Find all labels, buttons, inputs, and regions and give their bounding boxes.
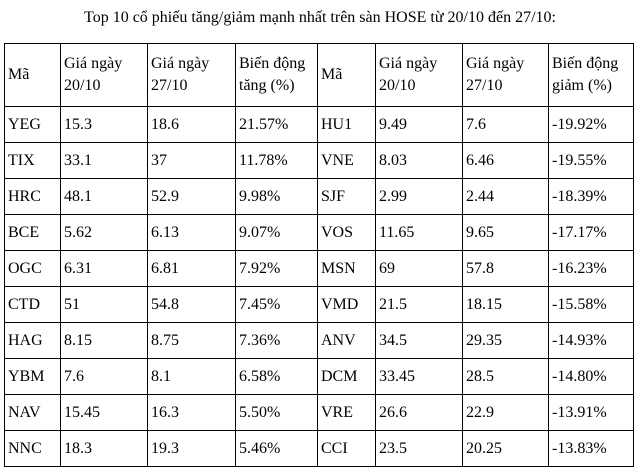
loser-price-20-10-cell: 9.49 xyxy=(376,107,463,143)
gainer-change-cell: 11.78% xyxy=(236,143,318,179)
table-row xyxy=(5,143,634,179)
gainer-code-cell: HAG xyxy=(5,323,61,359)
table-row xyxy=(5,179,634,215)
loser-code-cell: VNE xyxy=(318,143,376,179)
loser-code-cell: MSN xyxy=(318,251,376,287)
gainer-price-20-10-cell: 33.1 xyxy=(61,143,148,179)
gainer-price-27-10-cell: 18.6 xyxy=(148,107,236,143)
loser-code-cell: DCM xyxy=(318,359,376,395)
loser-change-cell: -17.17% xyxy=(549,215,634,251)
table-row xyxy=(5,215,634,251)
loser-code-cell: VRE xyxy=(318,395,376,431)
loser-price-20-10-cell: 69 xyxy=(376,251,463,287)
loser-price-27-10-cell: 2.44 xyxy=(463,179,549,215)
loser-code-cell: SJF xyxy=(318,179,376,215)
gainer-price-27-10-cell: 8.75 xyxy=(148,323,236,359)
gainer-price-20-10-cell: 7.6 xyxy=(61,359,148,395)
loser-price-20-10-cell: 33.45 xyxy=(376,359,463,395)
gainer-price-20-10-cell: 8.15 xyxy=(61,323,148,359)
loser-price-20-10-cell: 23.5 xyxy=(376,431,463,467)
gainer-price-20-10-cell: 15.45 xyxy=(61,395,148,431)
loser-code-cell: CCI xyxy=(318,431,376,467)
gainer-change-cell: 7.36% xyxy=(236,323,318,359)
header-loser-change: Biến động giảm (%) xyxy=(549,44,634,107)
header-loser-price-27-10: Giá ngày 27/10 xyxy=(463,44,549,107)
table-row xyxy=(5,431,634,467)
gainer-price-27-10-cell: 8.1 xyxy=(148,359,236,395)
gainer-change-cell: 21.57% xyxy=(236,107,318,143)
header-gainer-price-20-10: Giá ngày 20/10 xyxy=(61,44,148,107)
gainer-code-cell: BCE xyxy=(5,215,61,251)
table-row xyxy=(5,359,634,395)
loser-price-27-10-cell: 20.25 xyxy=(463,431,549,467)
loser-code-cell: ANV xyxy=(318,323,376,359)
header-row xyxy=(5,44,634,107)
gainer-price-27-10-cell: 19.3 xyxy=(148,431,236,467)
loser-price-27-10-cell: 9.65 xyxy=(463,215,549,251)
loser-price-27-10-cell: 6.46 xyxy=(463,143,549,179)
loser-change-cell: -18.39% xyxy=(549,179,634,215)
gainer-change-cell: 7.45% xyxy=(236,287,318,323)
gainer-price-27-10-cell: 37 xyxy=(148,143,236,179)
loser-change-cell: -13.91% xyxy=(549,395,634,431)
gainer-code-cell: YEG xyxy=(5,107,61,143)
gainer-price-27-10-cell: 16.3 xyxy=(148,395,236,431)
loser-price-27-10-cell: 7.6 xyxy=(463,107,549,143)
header-loser-code: Mã xyxy=(318,44,376,107)
gainer-code-cell: YBM xyxy=(5,359,61,395)
gainer-code-cell: NAV xyxy=(5,395,61,431)
gainer-price-20-10-cell: 5.62 xyxy=(61,215,148,251)
table-row xyxy=(5,323,634,359)
gainer-price-20-10-cell: 51 xyxy=(61,287,148,323)
loser-change-cell: -16.23% xyxy=(549,251,634,287)
loser-price-20-10-cell: 2.99 xyxy=(376,179,463,215)
stock-table xyxy=(4,43,634,467)
loser-code-cell: VOS xyxy=(318,215,376,251)
gainer-price-27-10-cell: 6.13 xyxy=(148,215,236,251)
gainer-price-27-10-cell: 54.8 xyxy=(148,287,236,323)
gainer-change-cell: 9.07% xyxy=(236,215,318,251)
gainer-price-27-10-cell: 6.81 xyxy=(148,251,236,287)
loser-price-27-10-cell: 22.9 xyxy=(463,395,549,431)
loser-price-27-10-cell: 28.5 xyxy=(463,359,549,395)
gainer-code-cell: TIX xyxy=(5,143,61,179)
loser-change-cell: -14.93% xyxy=(549,323,634,359)
gainer-change-cell: 6.58% xyxy=(236,359,318,395)
loser-change-cell: -19.55% xyxy=(549,143,634,179)
loser-change-cell: -14.80% xyxy=(549,359,634,395)
loser-price-27-10-cell: 29.35 xyxy=(463,323,549,359)
gainer-code-cell: HRC xyxy=(5,179,61,215)
loser-price-20-10-cell: 11.65 xyxy=(376,215,463,251)
table-row xyxy=(5,395,634,431)
gainer-code-cell: OGC xyxy=(5,251,61,287)
loser-price-27-10-cell: 18.15 xyxy=(463,287,549,323)
loser-code-cell: VMD xyxy=(318,287,376,323)
loser-price-20-10-cell: 26.6 xyxy=(376,395,463,431)
gainer-change-cell: 9.98% xyxy=(236,179,318,215)
gainer-change-cell: 5.50% xyxy=(236,395,318,431)
header-gainer-change: Biến động tăng (%) xyxy=(236,44,318,107)
table-title: Top 10 cổ phiếu tăng/giảm mạnh nhất trên sàn HOSE từ 20/10 đến 27/10: xyxy=(84,9,556,26)
loser-price-20-10-cell: 8.03 xyxy=(376,143,463,179)
header-gainer-code: Mã xyxy=(5,44,61,107)
gainer-price-20-10-cell: 6.31 xyxy=(61,251,148,287)
gainer-price-20-10-cell: 18.3 xyxy=(61,431,148,467)
gainer-code-cell: CTD xyxy=(5,287,61,323)
loser-change-cell: -19.92% xyxy=(549,107,634,143)
header-loser-price-20-10: Giá ngày 20/10 xyxy=(376,44,463,107)
table-row xyxy=(5,107,634,143)
loser-change-cell: -13.83% xyxy=(549,431,634,467)
table-row xyxy=(5,287,634,323)
loser-price-27-10-cell: 57.8 xyxy=(463,251,549,287)
gainer-code-cell: NNC xyxy=(5,431,61,467)
gainer-price-27-10-cell: 52.9 xyxy=(148,179,236,215)
loser-price-20-10-cell: 34.5 xyxy=(376,323,463,359)
loser-price-20-10-cell: 21.5 xyxy=(376,287,463,323)
gainer-change-cell: 5.46% xyxy=(236,431,318,467)
table-row xyxy=(5,251,634,287)
header-gainer-price-27-10: Giá ngày 27/10 xyxy=(148,44,236,107)
loser-code-cell: HU1 xyxy=(318,107,376,143)
gainer-price-20-10-cell: 48.1 xyxy=(61,179,148,215)
gainer-change-cell: 7.92% xyxy=(236,251,318,287)
gainer-price-20-10-cell: 15.3 xyxy=(61,107,148,143)
loser-change-cell: -15.58% xyxy=(549,287,634,323)
